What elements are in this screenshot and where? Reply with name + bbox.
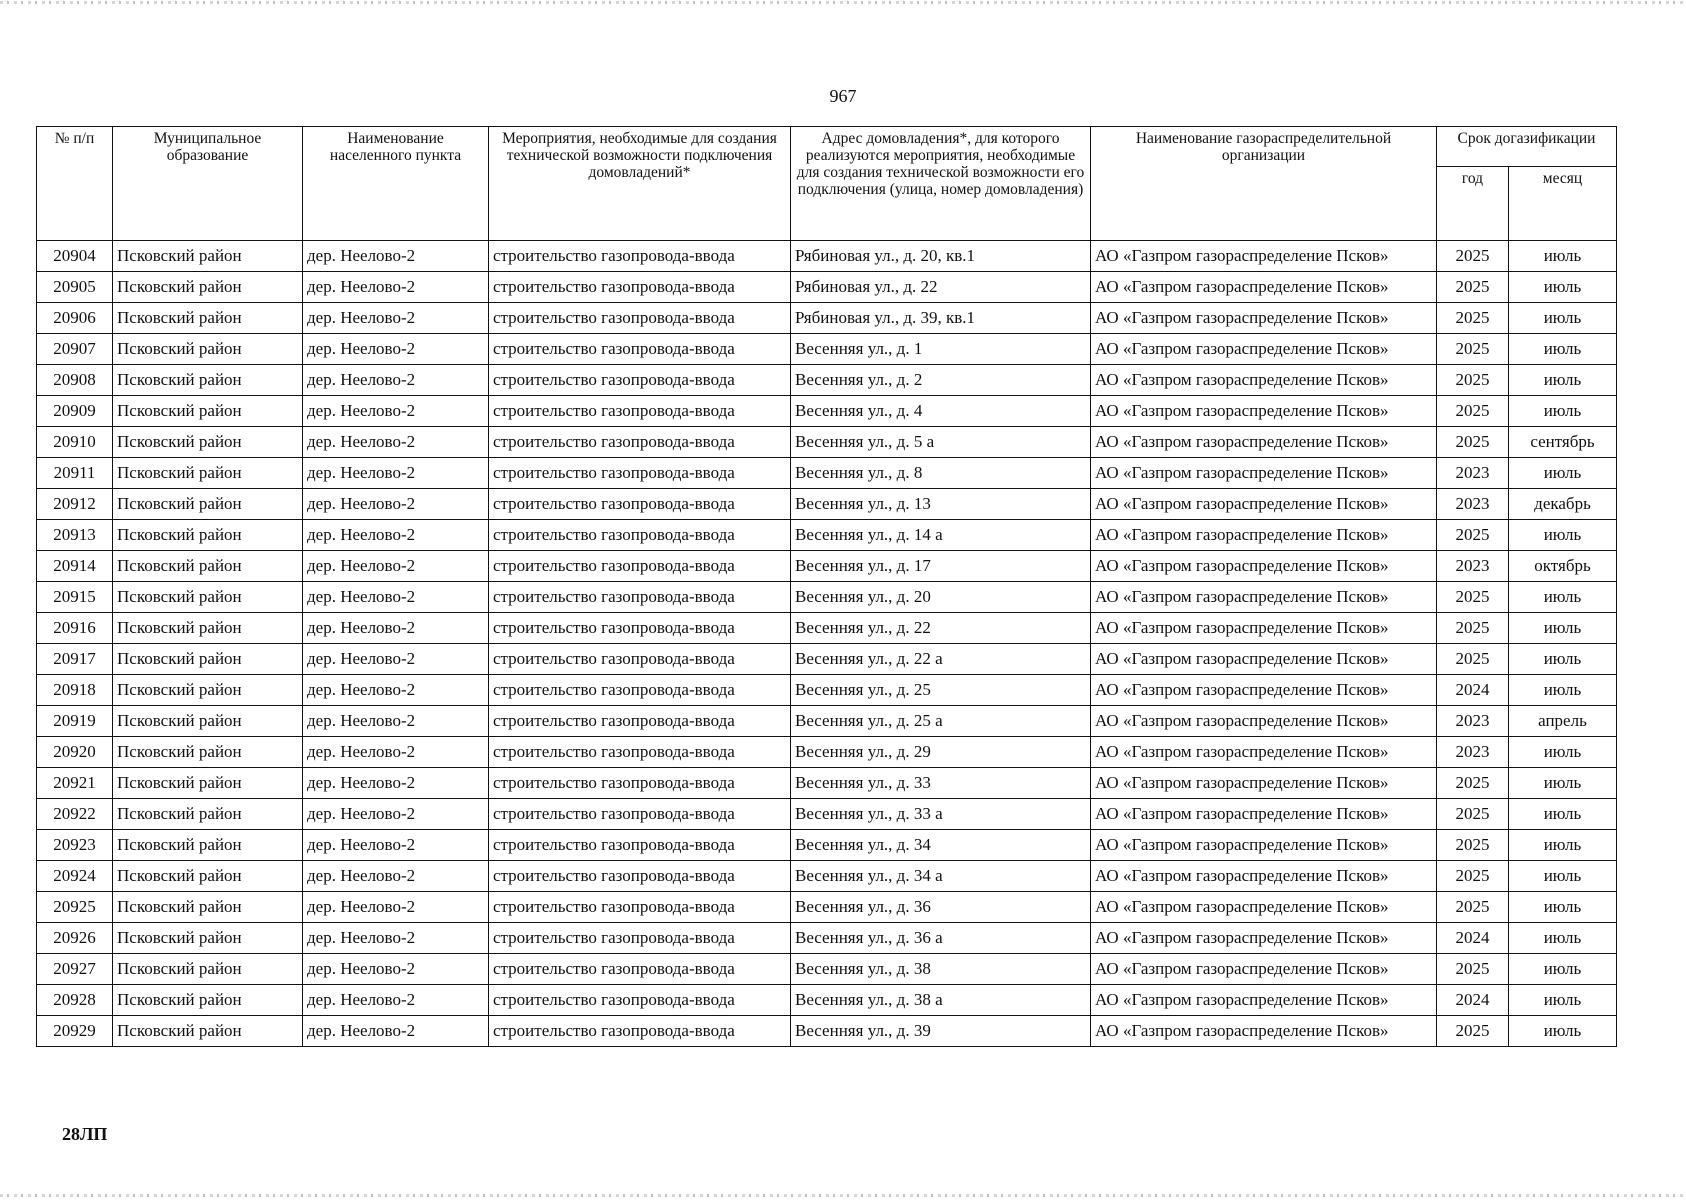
cell-num: 20919 — [37, 706, 113, 737]
cell-num: 20917 — [37, 644, 113, 675]
cell-settlement: дер. Неелово-2 — [303, 892, 489, 923]
cell-municipality: Псковский район — [113, 644, 303, 675]
header-month: месяц — [1509, 167, 1617, 241]
cell-address: Рябиновая ул., д. 20, кв.1 — [791, 241, 1091, 272]
cell-measure: строительство газопровода-ввода — [489, 1016, 791, 1047]
cell-month: июль — [1509, 923, 1617, 954]
cell-municipality: Псковский район — [113, 923, 303, 954]
cell-municipality: Псковский район — [113, 582, 303, 613]
cell-org: АО «Газпром газораспределение Псков» — [1091, 365, 1437, 396]
cell-measure: строительство газопровода-ввода — [489, 303, 791, 334]
cell-month: июль — [1509, 892, 1617, 923]
cell-address: Весенняя ул., д. 4 — [791, 396, 1091, 427]
scan-edge-top — [0, 1, 1686, 4]
cell-address: Весенняя ул., д. 34 — [791, 830, 1091, 861]
cell-month: декабрь — [1509, 489, 1617, 520]
cell-measure: строительство газопровода-ввода — [489, 582, 791, 613]
cell-num: 20921 — [37, 768, 113, 799]
footer-code: 28ЛП — [62, 1124, 108, 1144]
cell-month: июль — [1509, 582, 1617, 613]
cell-municipality: Псковский район — [113, 489, 303, 520]
cell-org: АО «Газпром газораспределение Псков» — [1091, 334, 1437, 365]
cell-settlement: дер. Неелово-2 — [303, 985, 489, 1016]
cell-year: 2025 — [1437, 365, 1509, 396]
cell-measure: строительство газопровода-ввода — [489, 706, 791, 737]
cell-month: июль — [1509, 272, 1617, 303]
cell-measure: строительство газопровода-ввода — [489, 272, 791, 303]
cell-settlement: дер. Неелово-2 — [303, 799, 489, 830]
cell-measure: строительство газопровода-ввода — [489, 551, 791, 582]
cell-measure: строительство газопровода-ввода — [489, 923, 791, 954]
table-row — [37, 365, 1617, 396]
cell-address: Весенняя ул., д. 20 — [791, 582, 1091, 613]
cell-year: 2025 — [1437, 644, 1509, 675]
cell-year: 2025 — [1437, 1016, 1509, 1047]
cell-org: АО «Газпром газораспределение Псков» — [1091, 737, 1437, 768]
table-row — [37, 551, 1617, 582]
cell-municipality: Псковский район — [113, 241, 303, 272]
cell-org: АО «Газпром газораспределение Псков» — [1091, 582, 1437, 613]
cell-municipality: Псковский район — [113, 799, 303, 830]
cell-num: 20914 — [37, 551, 113, 582]
cell-address: Весенняя ул., д. 34 а — [791, 861, 1091, 892]
cell-org: АО «Газпром газораспределение Псков» — [1091, 954, 1437, 985]
scan-edge-bottom — [0, 1194, 1686, 1197]
cell-num: 20920 — [37, 737, 113, 768]
cell-org: АО «Газпром газораспределение Псков» — [1091, 861, 1437, 892]
cell-month: июль — [1509, 861, 1617, 892]
cell-address: Весенняя ул., д. 25 а — [791, 706, 1091, 737]
cell-municipality: Псковский район — [113, 303, 303, 334]
cell-org: АО «Газпром газораспределение Псков» — [1091, 799, 1437, 830]
cell-year: 2024 — [1437, 675, 1509, 706]
cell-num: 20909 — [37, 396, 113, 427]
cell-measure: строительство газопровода-ввода — [489, 613, 791, 644]
cell-address: Весенняя ул., д. 13 — [791, 489, 1091, 520]
table-row — [37, 272, 1617, 303]
cell-municipality: Псковский район — [113, 706, 303, 737]
cell-num: 20904 — [37, 241, 113, 272]
header-measures: Мероприятия, необходимые для создания технической возможности подключения домовладений* — [489, 127, 791, 241]
cell-address: Весенняя ул., д. 8 — [791, 458, 1091, 489]
cell-settlement: дер. Неелово-2 — [303, 365, 489, 396]
cell-year: 2025 — [1437, 861, 1509, 892]
cell-year: 2025 — [1437, 830, 1509, 861]
cell-year: 2025 — [1437, 892, 1509, 923]
cell-municipality: Псковский район — [113, 365, 303, 396]
cell-municipality: Псковский район — [113, 1016, 303, 1047]
cell-settlement: дер. Неелово-2 — [303, 923, 489, 954]
cell-settlement: дер. Неелово-2 — [303, 737, 489, 768]
cell-measure: строительство газопровода-ввода — [489, 520, 791, 551]
cell-org: АО «Газпром газораспределение Псков» — [1091, 396, 1437, 427]
cell-year: 2023 — [1437, 458, 1509, 489]
cell-num: 20923 — [37, 830, 113, 861]
cell-address: Весенняя ул., д. 29 — [791, 737, 1091, 768]
page-number: 967 — [829, 86, 857, 106]
cell-year: 2023 — [1437, 706, 1509, 737]
table-row — [37, 644, 1617, 675]
cell-org: АО «Газпром газораспределение Псков» — [1091, 613, 1437, 644]
gasification-table — [36, 126, 1617, 1047]
cell-year: 2023 — [1437, 737, 1509, 768]
cell-num: 20922 — [37, 799, 113, 830]
cell-settlement: дер. Неелово-2 — [303, 830, 489, 861]
cell-municipality: Псковский район — [113, 613, 303, 644]
cell-num: 20906 — [37, 303, 113, 334]
header-municipality: Муниципальное образование — [113, 127, 303, 241]
cell-municipality: Псковский район — [113, 272, 303, 303]
header-settlement: Наименование населенного пункта — [303, 127, 489, 241]
cell-num: 20905 — [37, 272, 113, 303]
cell-address: Весенняя ул., д. 2 — [791, 365, 1091, 396]
table-row — [37, 427, 1617, 458]
cell-org: АО «Газпром газораспределение Псков» — [1091, 923, 1437, 954]
cell-num: 20912 — [37, 489, 113, 520]
table-row — [37, 303, 1617, 334]
table-row — [37, 489, 1617, 520]
cell-settlement: дер. Неелово-2 — [303, 272, 489, 303]
table-row — [37, 985, 1617, 1016]
header-address: Адрес домовладения*, для которого реализуются мероприятия, необходимые для создания технической возможности его подключения (улица, номер домовладения) — [791, 127, 1091, 241]
cell-num: 20924 — [37, 861, 113, 892]
cell-settlement: дер. Неелово-2 — [303, 1016, 489, 1047]
table-row — [37, 768, 1617, 799]
cell-year: 2025 — [1437, 272, 1509, 303]
cell-measure: строительство газопровода-ввода — [489, 892, 791, 923]
cell-year: 2023 — [1437, 489, 1509, 520]
cell-month: июль — [1509, 458, 1617, 489]
cell-year: 2025 — [1437, 334, 1509, 365]
cell-year: 2024 — [1437, 985, 1509, 1016]
cell-municipality: Псковский район — [113, 458, 303, 489]
cell-year: 2025 — [1437, 954, 1509, 985]
cell-org: АО «Газпром газораспределение Псков» — [1091, 241, 1437, 272]
cell-measure: строительство газопровода-ввода — [489, 396, 791, 427]
cell-settlement: дер. Неелово-2 — [303, 489, 489, 520]
cell-num: 20907 — [37, 334, 113, 365]
cell-month: июль — [1509, 520, 1617, 551]
cell-measure: строительство газопровода-ввода — [489, 830, 791, 861]
cell-measure: строительство газопровода-ввода — [489, 675, 791, 706]
cell-num: 20925 — [37, 892, 113, 923]
cell-month: июль — [1509, 241, 1617, 272]
cell-num: 20916 — [37, 613, 113, 644]
cell-address: Весенняя ул., д. 1 — [791, 334, 1091, 365]
table-row — [37, 799, 1617, 830]
cell-municipality: Псковский район — [113, 396, 303, 427]
cell-measure: строительство газопровода-ввода — [489, 334, 791, 365]
cell-settlement: дер. Неелово-2 — [303, 520, 489, 551]
cell-month: сентябрь — [1509, 427, 1617, 458]
cell-num: 20910 — [37, 427, 113, 458]
cell-settlement: дер. Неелово-2 — [303, 427, 489, 458]
cell-num: 20928 — [37, 985, 113, 1016]
table-row — [37, 1016, 1617, 1047]
cell-org: АО «Газпром газораспределение Псков» — [1091, 427, 1437, 458]
cell-settlement: дер. Неелово-2 — [303, 241, 489, 272]
cell-municipality: Псковский район — [113, 830, 303, 861]
cell-num: 20918 — [37, 675, 113, 706]
header-org: Наименование газораспределительной организации — [1091, 127, 1437, 241]
cell-num: 20927 — [37, 954, 113, 985]
cell-month: июль — [1509, 799, 1617, 830]
cell-org: АО «Газпром газораспределение Псков» — [1091, 644, 1437, 675]
cell-year: 2025 — [1437, 427, 1509, 458]
table-row — [37, 861, 1617, 892]
cell-address: Весенняя ул., д. 38 — [791, 954, 1091, 985]
table-row — [37, 241, 1617, 272]
cell-measure: строительство газопровода-ввода — [489, 954, 791, 985]
cell-municipality: Псковский район — [113, 768, 303, 799]
cell-measure: строительство газопровода-ввода — [489, 861, 791, 892]
cell-num: 20908 — [37, 365, 113, 396]
cell-address: Весенняя ул., д. 25 — [791, 675, 1091, 706]
cell-municipality: Псковский район — [113, 520, 303, 551]
cell-month: июль — [1509, 954, 1617, 985]
cell-month: июль — [1509, 768, 1617, 799]
cell-year: 2025 — [1437, 241, 1509, 272]
cell-measure: строительство газопровода-ввода — [489, 241, 791, 272]
cell-settlement: дер. Неелово-2 — [303, 303, 489, 334]
cell-address: Весенняя ул., д. 14 а — [791, 520, 1091, 551]
table-row — [37, 923, 1617, 954]
cell-settlement: дер. Неелово-2 — [303, 954, 489, 985]
cell-measure: строительство газопровода-ввода — [489, 737, 791, 768]
cell-month: июль — [1509, 334, 1617, 365]
cell-year: 2025 — [1437, 396, 1509, 427]
cell-municipality: Псковский район — [113, 985, 303, 1016]
cell-municipality: Псковский район — [113, 892, 303, 923]
cell-month: июль — [1509, 737, 1617, 768]
cell-settlement: дер. Неелово-2 — [303, 675, 489, 706]
cell-month: октябрь — [1509, 551, 1617, 582]
cell-address: Весенняя ул., д. 36 — [791, 892, 1091, 923]
table-row — [37, 954, 1617, 985]
cell-settlement: дер. Неелово-2 — [303, 644, 489, 675]
cell-measure: строительство газопровода-ввода — [489, 644, 791, 675]
table-row — [37, 737, 1617, 768]
cell-year: 2025 — [1437, 768, 1509, 799]
cell-org: АО «Газпром газораспределение Псков» — [1091, 830, 1437, 861]
cell-year: 2025 — [1437, 582, 1509, 613]
cell-month: июль — [1509, 985, 1617, 1016]
cell-org: АО «Газпром газораспределение Псков» — [1091, 706, 1437, 737]
cell-num: 20926 — [37, 923, 113, 954]
cell-org: АО «Газпром газораспределение Псков» — [1091, 458, 1437, 489]
cell-settlement: дер. Неелово-2 — [303, 396, 489, 427]
cell-address: Весенняя ул., д. 33 — [791, 768, 1091, 799]
cell-settlement: дер. Неелово-2 — [303, 334, 489, 365]
cell-settlement: дер. Неелово-2 — [303, 768, 489, 799]
header-num: № п/п — [37, 127, 113, 241]
table-row — [37, 334, 1617, 365]
cell-month: июль — [1509, 303, 1617, 334]
table-row — [37, 396, 1617, 427]
table-row — [37, 520, 1617, 551]
cell-settlement: дер. Неелово-2 — [303, 551, 489, 582]
cell-month: июль — [1509, 675, 1617, 706]
cell-municipality: Псковский район — [113, 334, 303, 365]
cell-month: июль — [1509, 830, 1617, 861]
cell-org: АО «Газпром газораспределение Псков» — [1091, 985, 1437, 1016]
cell-settlement: дер. Неелово-2 — [303, 706, 489, 737]
cell-measure: строительство газопровода-ввода — [489, 427, 791, 458]
cell-year: 2024 — [1437, 923, 1509, 954]
cell-month: июль — [1509, 644, 1617, 675]
table-row — [37, 458, 1617, 489]
cell-month: июль — [1509, 365, 1617, 396]
table-row — [37, 830, 1617, 861]
table-row — [37, 613, 1617, 644]
cell-municipality: Псковский район — [113, 737, 303, 768]
cell-address: Весенняя ул., д. 38 а — [791, 985, 1091, 1016]
cell-municipality: Псковский район — [113, 861, 303, 892]
cell-org: АО «Газпром газораспределение Псков» — [1091, 892, 1437, 923]
cell-measure: строительство газопровода-ввода — [489, 768, 791, 799]
cell-year: 2025 — [1437, 520, 1509, 551]
cell-measure: строительство газопровода-ввода — [489, 489, 791, 520]
cell-settlement: дер. Неелово-2 — [303, 861, 489, 892]
cell-month: июль — [1509, 1016, 1617, 1047]
cell-org: АО «Газпром газораспределение Псков» — [1091, 520, 1437, 551]
cell-org: АО «Газпром газораспределение Псков» — [1091, 551, 1437, 582]
cell-org: АО «Газпром газораспределение Псков» — [1091, 303, 1437, 334]
header-deadline: Срок догазификации — [1437, 127, 1617, 167]
cell-org: АО «Газпром газораспределение Псков» — [1091, 489, 1437, 520]
cell-month: июль — [1509, 613, 1617, 644]
cell-year: 2025 — [1437, 799, 1509, 830]
cell-municipality: Псковский район — [113, 427, 303, 458]
cell-municipality: Псковский район — [113, 954, 303, 985]
cell-municipality: Псковский район — [113, 551, 303, 582]
cell-address: Весенняя ул., д. 22 а — [791, 644, 1091, 675]
table-row — [37, 675, 1617, 706]
cell-org: АО «Газпром газораспределение Псков» — [1091, 1016, 1437, 1047]
cell-settlement: дер. Неелово-2 — [303, 613, 489, 644]
table-row — [37, 892, 1617, 923]
cell-num: 20911 — [37, 458, 113, 489]
cell-measure: строительство газопровода-ввода — [489, 985, 791, 1016]
cell-address: Рябиновая ул., д. 39, кв.1 — [791, 303, 1091, 334]
cell-address: Весенняя ул., д. 33 а — [791, 799, 1091, 830]
cell-address: Весенняя ул., д. 17 — [791, 551, 1091, 582]
cell-year: 2025 — [1437, 613, 1509, 644]
cell-settlement: дер. Неелово-2 — [303, 458, 489, 489]
cell-num: 20913 — [37, 520, 113, 551]
cell-municipality: Псковский район — [113, 675, 303, 706]
cell-address: Весенняя ул., д. 5 а — [791, 427, 1091, 458]
cell-num: 20929 — [37, 1016, 113, 1047]
cell-address: Весенняя ул., д. 39 — [791, 1016, 1091, 1047]
cell-year: 2023 — [1437, 551, 1509, 582]
cell-org: АО «Газпром газораспределение Псков» — [1091, 768, 1437, 799]
table-row — [37, 582, 1617, 613]
cell-settlement: дер. Неелово-2 — [303, 582, 489, 613]
cell-num: 20915 — [37, 582, 113, 613]
cell-measure: строительство газопровода-ввода — [489, 365, 791, 396]
cell-address: Весенняя ул., д. 36 а — [791, 923, 1091, 954]
table-row — [37, 706, 1617, 737]
cell-org: АО «Газпром газораспределение Псков» — [1091, 272, 1437, 303]
table-body — [37, 241, 1617, 1047]
cell-org: АО «Газпром газораспределение Псков» — [1091, 675, 1437, 706]
cell-measure: строительство газопровода-ввода — [489, 799, 791, 830]
cell-year: 2025 — [1437, 303, 1509, 334]
cell-month: июль — [1509, 396, 1617, 427]
cell-month: апрель — [1509, 706, 1617, 737]
cell-address: Рябиновая ул., д. 22 — [791, 272, 1091, 303]
header-year: год — [1437, 167, 1509, 241]
cell-address: Весенняя ул., д. 22 — [791, 613, 1091, 644]
cell-measure: строительство газопровода-ввода — [489, 458, 791, 489]
